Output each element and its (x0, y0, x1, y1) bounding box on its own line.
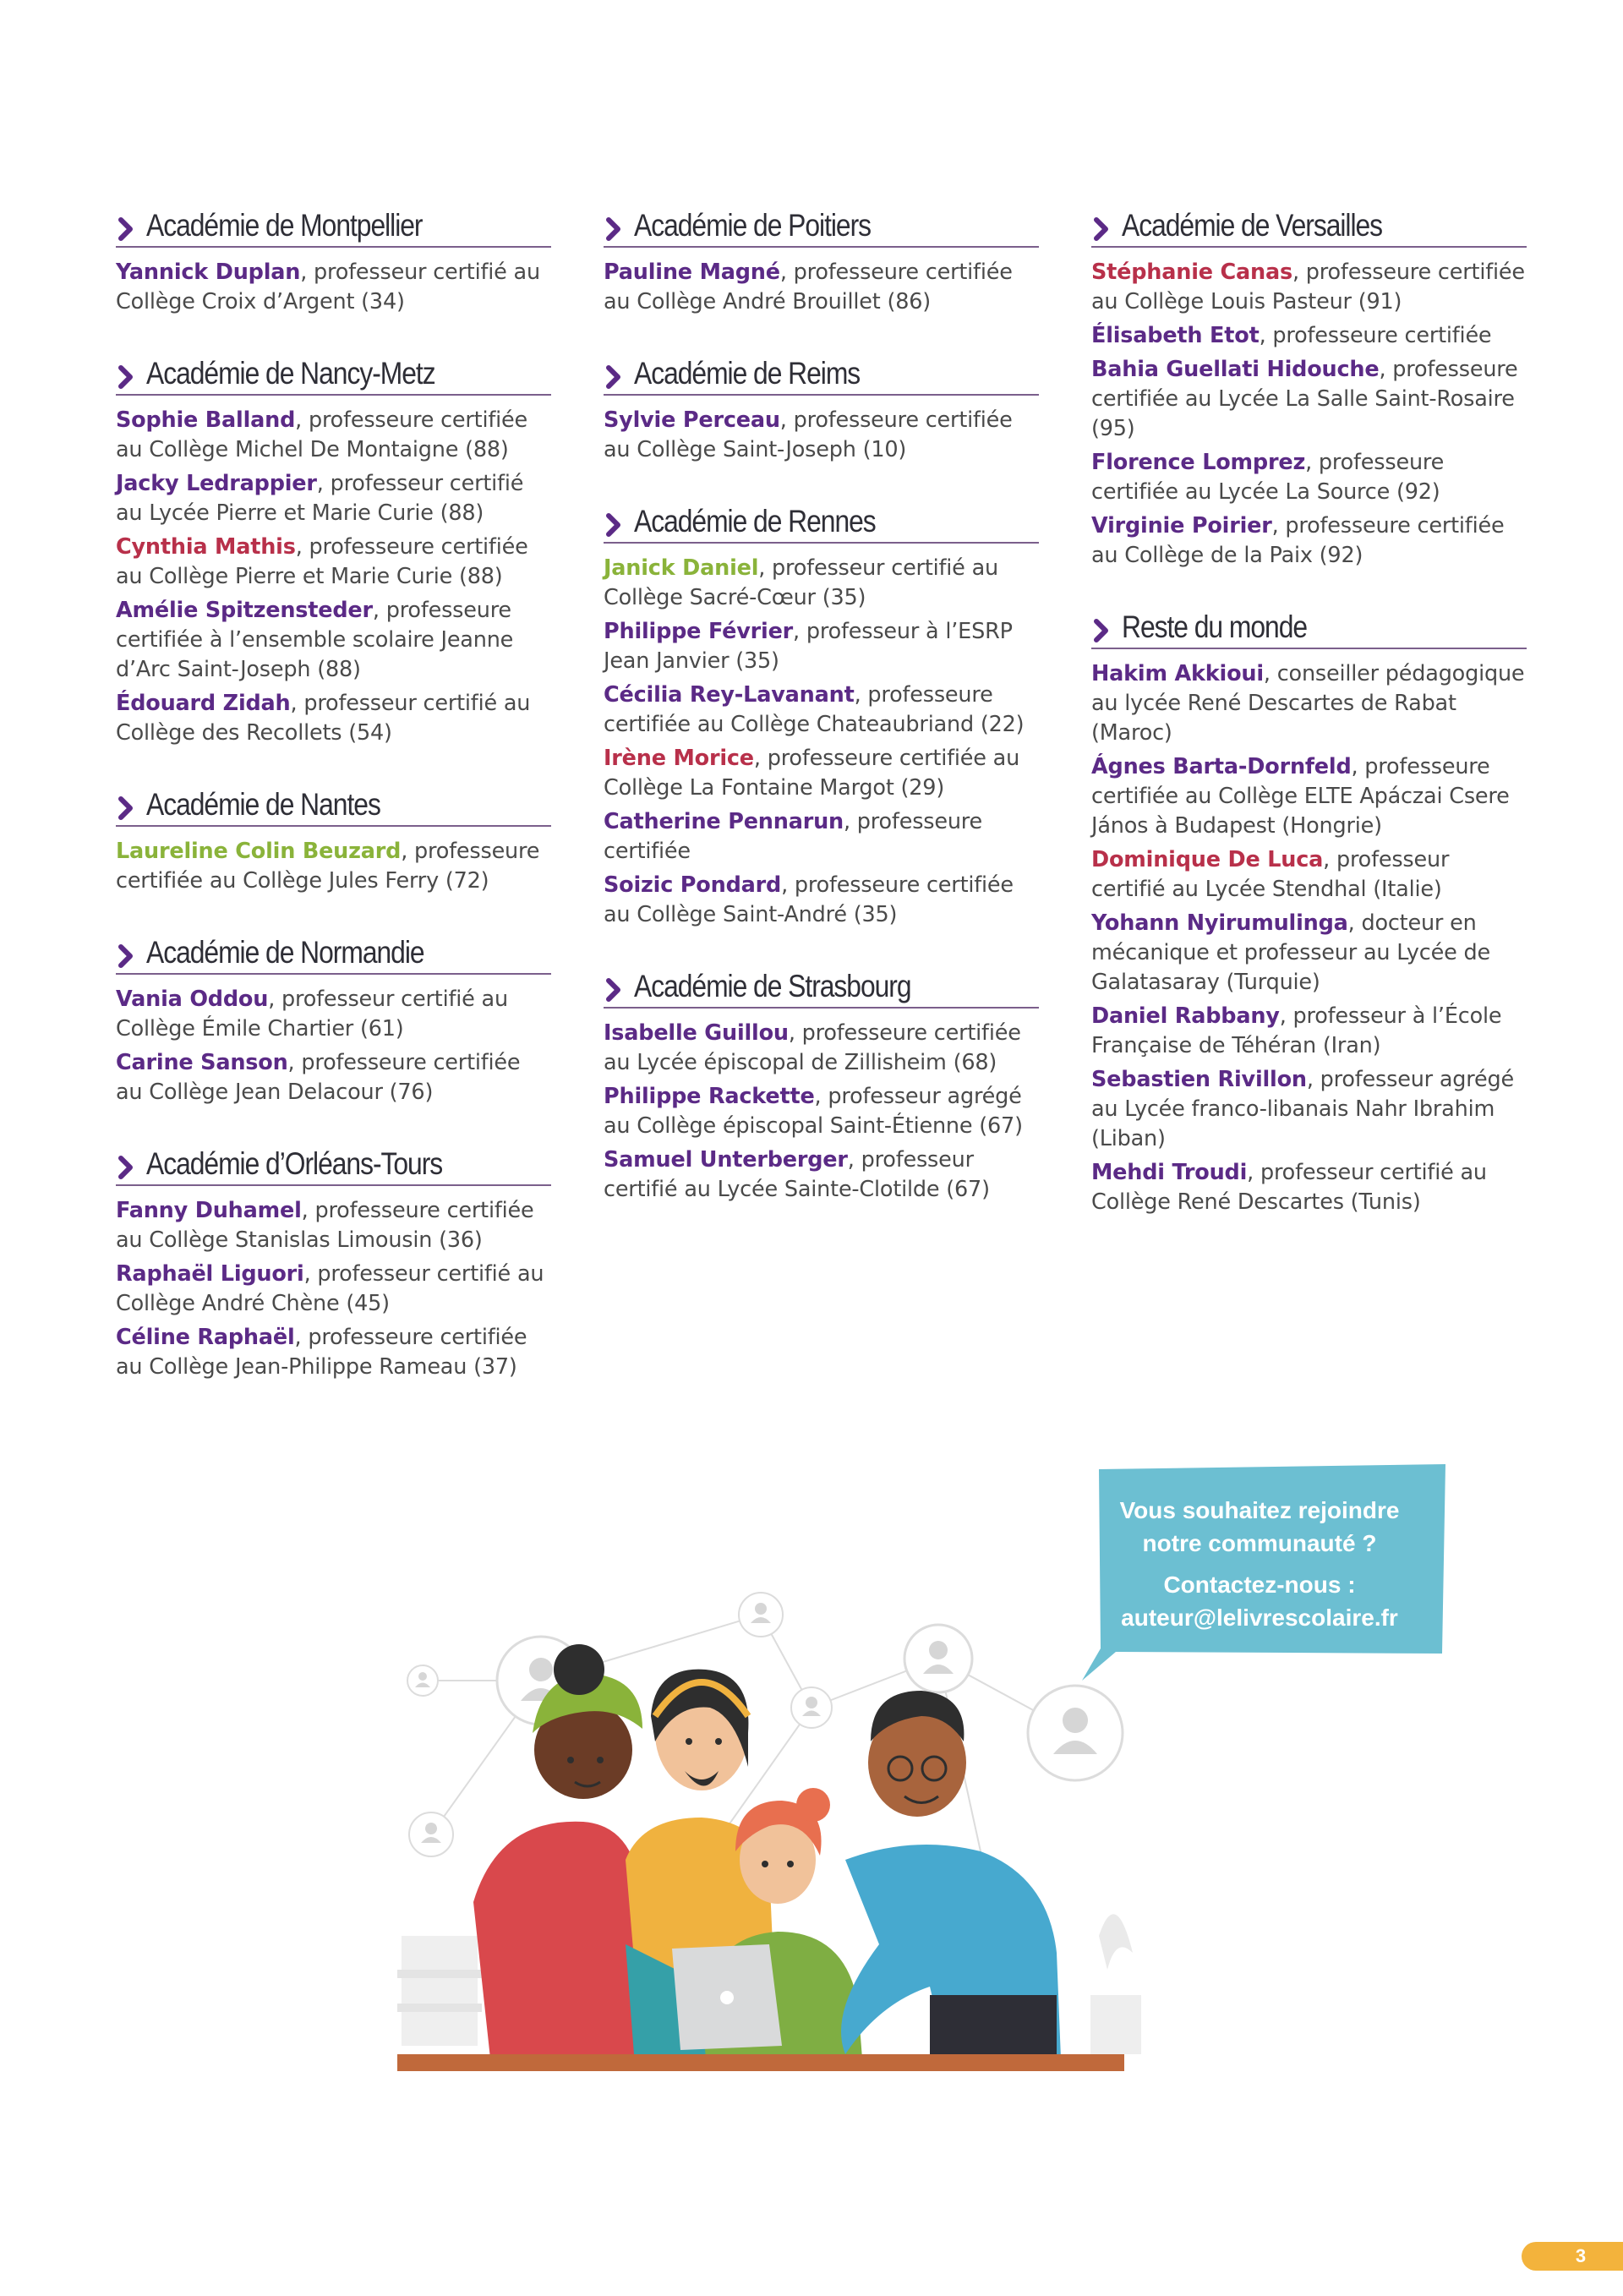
contributor-description: , professeure certifiée au Collège Saint-André (35) (604, 872, 1014, 927)
contributor-entry (116, 837, 551, 896)
contributor-name: Sylvie Perceau (604, 407, 780, 433)
contributor-entry (1091, 511, 1527, 571)
contributor-description: , professeur certifié au Lycée Stendhal (Italie) (1091, 847, 1450, 902)
column-1 (116, 206, 551, 1419)
contributor-description: , professeur agrégé au Lycée franco-libanais Nahr Ibrahim (Liban) (1091, 1067, 1514, 1151)
contributor-description: , professeur certifié au Collège Croix d’Argent (34) (116, 260, 540, 314)
column-3 (1091, 206, 1527, 1255)
contributor-entry (604, 807, 1039, 866)
contributor-name: Hakim Akkioui (1091, 661, 1264, 686)
contributor-entry (604, 1019, 1039, 1078)
section-normandie (116, 933, 551, 1107)
contributor-description: , professeure certifiée au Collège de la Paix (92) (1091, 513, 1505, 568)
contributor-name: Catherine Pennarun (604, 809, 844, 834)
contributor-name: Carine Sanson (116, 1050, 288, 1075)
section-title: Académie de Rennes (634, 504, 876, 538)
laptop-icon (672, 1944, 782, 2050)
chevron-right-icon (604, 976, 626, 1004)
contributor-entry (1091, 1158, 1527, 1217)
contributor-description: , professeur à l’École Française de Téhéran (Iran) (1091, 1003, 1502, 1058)
section-nancy-metz (116, 354, 551, 748)
team-illustration (372, 1462, 1150, 2096)
contributor-entry (116, 689, 551, 748)
contributor-description: , professeure certifiée au Lycée La Source (92) (1091, 450, 1445, 505)
section-orleans-tours (116, 1145, 551, 1382)
contributor-name: Soizic Pondard (604, 872, 782, 898)
contributor-name: Sophie Balland (116, 407, 296, 433)
contributor-entry (116, 1260, 551, 1319)
bubble-line: Contactez-nous : (1163, 1572, 1356, 1598)
contributor-description: , professeure certifiée au Collège ELTE Apáczai Csere János à Budapest (Hongrie) (1091, 754, 1510, 839)
contributor-description: , professeur à l’ESRP Jean Janvier (35) (604, 619, 1013, 674)
contributor-description: , professeur certifié au Collège des Recollets (54) (116, 691, 531, 746)
contributor-entry (116, 1323, 551, 1382)
contributor-entry (604, 406, 1039, 465)
contributor-entry (604, 1082, 1039, 1141)
contributor-entry (604, 871, 1039, 930)
contributor-description: , docteur en mécanique et professeur au Lycée de Galatasaray (Turquie) (1091, 910, 1490, 995)
column-2 (604, 206, 1039, 1242)
page-number: 3 (1575, 2245, 1587, 2266)
contributor-name: Raphaël Liguori (116, 1261, 304, 1287)
person-blue (841, 1691, 1061, 2058)
contributor-name: Vania Oddou (116, 987, 269, 1012)
section-title: Académie de Normandie (146, 935, 424, 970)
contributor-description: , professeure certifiée au Collège Jean-Philippe Rameau (37) (116, 1325, 527, 1380)
section-title: Académie de Poitiers (634, 208, 872, 243)
contributor-entry (116, 596, 551, 685)
contributor-entry (1091, 1002, 1527, 1061)
contributor-entry (1091, 321, 1527, 351)
contributor-entry (116, 985, 551, 1044)
chevron-right-icon (1091, 215, 1113, 243)
contributor-entry (116, 1196, 551, 1255)
contributor-entry (604, 258, 1039, 317)
section-rennes (604, 502, 1039, 930)
contributor-description: , professeure certifiée au Collège Jules Ferry (72) (116, 839, 540, 894)
chevron-right-icon (116, 794, 138, 823)
contributor-name: Virginie Poirier (1091, 513, 1272, 538)
section-strasbourg (604, 967, 1039, 1205)
section-poitiers (604, 206, 1039, 317)
bubble-line: Vous souhaitez rejoindre (1119, 1497, 1400, 1523)
section-reims (604, 354, 1039, 465)
bubble-line: notre communauté ? (1142, 1530, 1377, 1556)
contributor-entry (604, 554, 1039, 613)
contributor-entry (1091, 1065, 1527, 1154)
chevron-right-icon (1091, 616, 1113, 645)
section-title: Académie d’Orléans-Tours (146, 1146, 443, 1181)
contributor-description: , professeur certifié au Collège Émile Chartier (61) (116, 987, 508, 1041)
chevron-right-icon (604, 363, 626, 391)
contributor-name: Laureline Colin Beuzard (116, 839, 402, 864)
section-title: Académie de Montpellier (146, 208, 423, 243)
contributor-name: Yohann Nyirumulinga (1091, 910, 1348, 936)
contributor-description: , professeure certifiée au Collège Stanislas Limousin (36) (116, 1198, 534, 1253)
contributor-description: , professeur certifié au Lycée Sainte-Clotilde (67) (604, 1147, 990, 1202)
contributor-name: Pauline Magné (604, 260, 780, 285)
contributor-entry (604, 681, 1039, 740)
contributor-name: Daniel Rabbany (1091, 1003, 1280, 1029)
chevron-right-icon (116, 1153, 138, 1182)
section-title: Académie de Strasbourg (634, 969, 911, 1003)
contributor-name: Janick Daniel (604, 555, 759, 581)
contributor-description: , professeure certifiée au Collège André Brouillet (86) (604, 260, 1013, 314)
contributor-name: Philippe Rackette (604, 1084, 815, 1109)
contributor-entry (1091, 845, 1527, 905)
section-montpellier (116, 206, 551, 317)
contributor-description: , professeur certifié au Collège René Descartes (Tunis) (1091, 1160, 1487, 1215)
contributor-description: , professeur certifié au Collège Sacré-Cœur (35) (604, 555, 998, 610)
contributor-name: Yannick Duplan (116, 260, 301, 285)
contributor-entry (1091, 258, 1527, 317)
section-title: Académie de Versailles (1122, 208, 1383, 243)
contributor-entry (604, 1145, 1039, 1205)
contributor-name: Céline Raphaël (116, 1325, 295, 1350)
contributor-name: Samuel Unterberger (604, 1147, 848, 1173)
contributor-name: Élisabeth Etot (1091, 323, 1260, 348)
contributor-name: Stéphanie Canas (1091, 260, 1292, 285)
table (397, 2054, 1124, 2071)
chevron-right-icon (604, 511, 626, 539)
chevron-right-icon (116, 215, 138, 243)
contributor-name: Cécilia Rey-Lavanant (604, 682, 855, 708)
contributor-description: , professeure certifiée au Collège Louis Pasteur (91) (1091, 260, 1525, 314)
contributor-entry (1091, 659, 1527, 748)
contributor-description: , professeure certifiée au Lycée La Salle Saint-Rosaire (95) (1091, 357, 1518, 441)
contributor-name: Philippe Février (604, 619, 794, 644)
contributor-name: Sebastien Rivillon (1091, 1067, 1307, 1092)
contributor-entry (116, 1048, 551, 1107)
contact-bubble-text (1099, 1494, 1420, 1634)
contributor-description: , conseiller pédagogique au lycée René Descartes de Rabat (Maroc) (1091, 661, 1525, 746)
contributor-description: , professeure certifiée au Lycée épiscopal de Zillisheim (68) (604, 1020, 1021, 1075)
contributor-name: Fanny Duhamel (116, 1198, 302, 1223)
contributor-description: , professeur certifié au Lycée Pierre et Marie Curie (88) (116, 471, 524, 526)
contributor-name: Édouard Zidah (116, 691, 291, 716)
contributor-description: , professeure certifiée (604, 809, 983, 864)
contributor-entry (604, 744, 1039, 803)
person-red (473, 1644, 651, 2058)
contributor-name: Florence Lomprez (1091, 450, 1306, 475)
contributor-name: Amélie Spitzensteder (116, 598, 373, 623)
contributor-description: , professeure certifiée au Collège Pierre et Marie Curie (88) (116, 534, 528, 589)
contributor-entry (116, 406, 551, 465)
contributor-entry (116, 469, 551, 528)
contributor-description: , professeure certifiée (1259, 323, 1492, 348)
chevron-right-icon (116, 363, 138, 391)
contributor-name: Bahia Guellati Hidouche (1091, 357, 1380, 382)
contributor-entry (1091, 355, 1527, 444)
contributor-name: Irène Morice (604, 746, 754, 771)
contact-email[interactable]: auteur@lelivrescolaire.fr (1121, 1604, 1398, 1631)
contributor-name: Mehdi Troudi (1091, 1160, 1248, 1185)
contributor-entry (604, 617, 1039, 676)
section-title: Académie de Nantes (146, 787, 380, 822)
section-title: Académie de Nancy-Metz (146, 356, 435, 391)
contributor-entry (1091, 448, 1527, 507)
contributor-description: , professeure certifiée au Collège La Fontaine Margot (29) (604, 746, 1020, 801)
contributor-name: Dominique De Luca (1091, 847, 1324, 872)
contributor-name: Jacky Ledrappier (116, 471, 317, 496)
section-title: Académie de Reims (634, 356, 861, 391)
contributor-name: Cynthia Mathis (116, 534, 296, 560)
contributor-description: , professeure certifiée au Collège Jean Delacour (76) (116, 1050, 521, 1105)
contributor-entry (1091, 909, 1527, 998)
chevron-right-icon (116, 942, 138, 970)
contributor-name: Isabelle Guillou (604, 1020, 789, 1046)
contributor-entry (116, 258, 551, 317)
contributor-description: , professeure certifiée à l’ensemble scolaire Jeanne d’Arc Saint-Joseph (88) (116, 598, 514, 682)
section-nantes (116, 785, 551, 896)
contributor-description: , professeure certifiée au Collège Michel De Montaigne (88) (116, 407, 527, 462)
chevron-right-icon (604, 215, 626, 243)
contributor-description: , professeure certifiée au Collège Saint-Joseph (10) (604, 407, 1013, 462)
contributor-description: , professeur agrégé au Collège épiscopal Saint-Étienne (67) (604, 1084, 1023, 1139)
section-title: Reste du monde (1122, 610, 1308, 644)
section-versailles (1091, 206, 1527, 571)
contributor-description: , professeure certifiée au Collège Chateaubriand (22) (604, 682, 1025, 737)
section-reste-du-monde (1091, 608, 1527, 1217)
contributor-entry (116, 533, 551, 592)
contributor-description: , professeur certifié au Collège André Chène (45) (116, 1261, 544, 1316)
contributor-entry (1091, 752, 1527, 841)
contributor-name: Ágnes Barta-Dornfeld (1091, 754, 1352, 779)
